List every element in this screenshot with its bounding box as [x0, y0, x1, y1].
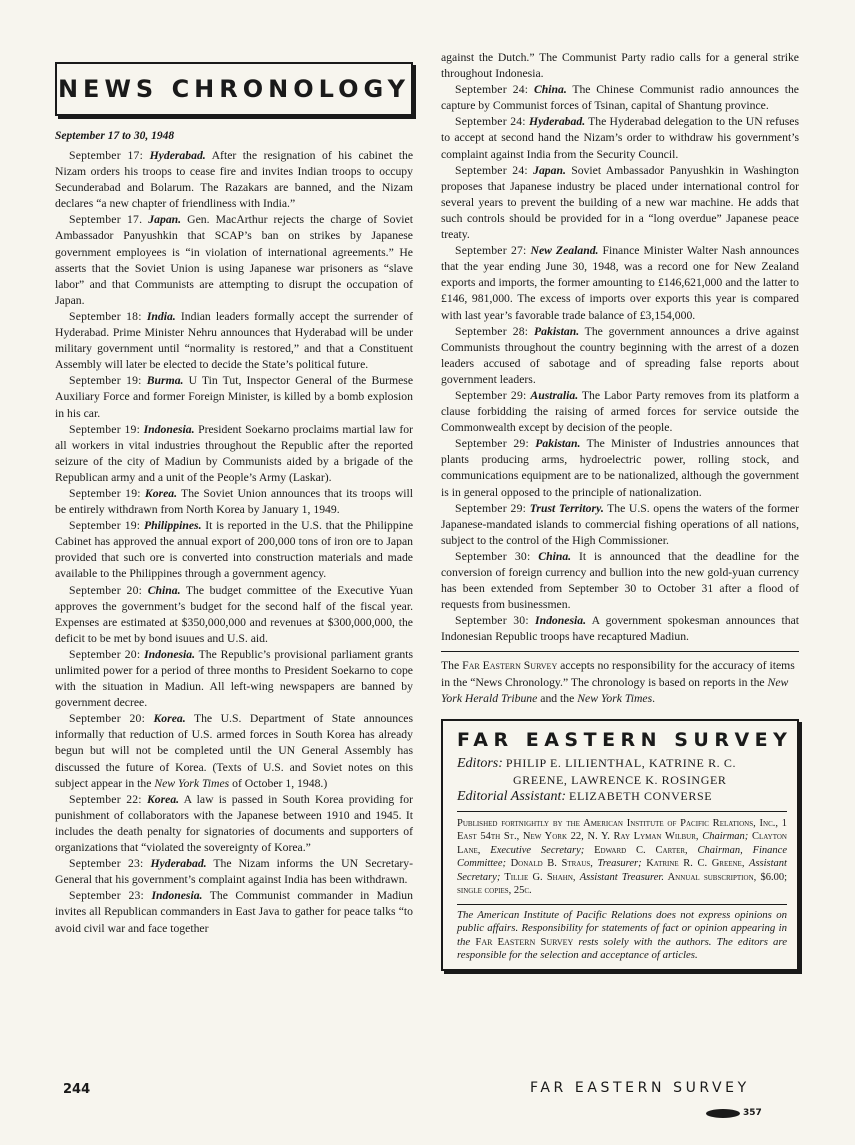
- left-entries: [55, 148, 413, 937]
- entry-place: Hyderabad.: [149, 149, 206, 162]
- entry-date: September 20:: [69, 583, 143, 597]
- entry-place: Philippines.: [144, 519, 202, 533]
- editorial-note: The American Institute of Pacific Relations does not express opinions on public affairs. Responsibility for statements of fact or opinion appearing in the Far Eastern Survey rests solely with the authors. The editors are responsible for the selection and acceptance of articles.: [457, 904, 787, 963]
- chronology-entry: [441, 163, 799, 243]
- entry-text: A government spokesman announces that Indonesian Republic troops have recaptured Madiun.: [441, 614, 800, 644]
- chronology-entry: [441, 436, 799, 500]
- chronology-entry: [55, 583, 413, 647]
- entry-source-title: New York Times: [154, 776, 230, 790]
- stamp-mark-icon: [706, 1109, 740, 1118]
- entry-place: Hyderabad.: [528, 115, 586, 129]
- continuation-text: against the Dutch.” The Communist Party radio calls for a general strike throughout Indonesia.: [441, 51, 799, 81]
- entry-place: Korea.: [146, 792, 180, 806]
- entry-place: Indonesia.: [144, 647, 196, 661]
- chronology-entry: [55, 148, 413, 212]
- entry-date: September 19:: [69, 374, 142, 388]
- chronology-entry: [441, 549, 799, 613]
- entry-date: September 29:: [455, 501, 527, 515]
- right-column: [441, 50, 799, 971]
- entry-text: It is reported in the U.S. that the Philippine Cabinet has approved the annual export of 200,000 tons of iron ore to Japan provided that such ore is converted into construction materials and made available to the Philippines through a government agency.: [55, 519, 414, 581]
- chronology-entry: [55, 373, 413, 421]
- running-title: FAR EASTERN SURVEY: [530, 1080, 750, 1096]
- entry-text: The Nizam informs the UN Secretary-General that his government’s complaint against India has been withdrawn.: [55, 857, 414, 887]
- entry-text: The Communist commander in Madiun invites all Republican commanders in East Java to gather for peace talks “to avoid civil war and face together: [55, 889, 413, 935]
- entry-text-after: of October 1, 1948.): [229, 776, 328, 790]
- right-entries: [441, 82, 799, 645]
- stamp-number: 357: [743, 1108, 762, 1118]
- entry-place: Indonesia.: [151, 889, 203, 903]
- entry-place: Korea.: [144, 486, 178, 500]
- entry-text: The U.S. Department of State announces informally that reduction of U.S. armed forces in South Korea has already begun but will not be completed until the UN General Assembly has discussed the future of Korea. (Texts of U.S. and Soviet notes on this subject appear in the: [55, 712, 413, 790]
- entry-text: The government announces a drive against Communists throughout the country beginning with the arrest of a dozen leaders accused of sabotage and of spreading false reports about government leaders.: [441, 324, 800, 386]
- editors: Editors: PHILIP E. LILIENTHAL, KATRINE R. C. GREENE, LAWRENCE K. ROSINGER Editorial Assistant: ELIZABETH CONVERSE: [457, 755, 737, 804]
- chronology-entry: [55, 309, 413, 373]
- entry-date: September 24:: [455, 83, 529, 97]
- chronology-entry: [441, 613, 799, 645]
- chronology-entry: [55, 422, 413, 486]
- publication-info: Published fortnightly by the American Institute of Pacific Relations, Inc., 1 East 54th St., New York 22, N. Y. Ray Lyman Wilbur, Chairman; Clayton Lane, Executive Secretary; Edward C. Carter, Chairman, Finance Committee; Donald B. Straus, Treasurer; Katrine R. C. Greene, Assistant Secretary; Tillie G. Shahn, Assistant Treasurer. Annual subscription, $6.00; single copies, 25c.: [457, 811, 787, 898]
- entry-place: Australia.: [530, 388, 579, 402]
- chronology-entry: [55, 888, 413, 936]
- entry-place: China.: [538, 549, 572, 563]
- entry-date: September 17.: [69, 213, 143, 227]
- chronology-entry: [55, 856, 413, 888]
- entry-text: The budget committee of the Executive Yuan approves the government’s budget for the second half of the fiscal year. Expenses are estimated at $350,000,000 and revenues at $300,000,000, the deficit to be met by bond isuues and U.S. aid.: [55, 583, 414, 645]
- entry-place: China.: [147, 583, 181, 597]
- entry-place: Indonesia.: [535, 614, 587, 628]
- chronology-entry: [55, 792, 413, 856]
- page-number: 244: [63, 1082, 91, 1097]
- entry-date: September 22:: [69, 792, 142, 806]
- chronology-entry: [55, 518, 413, 582]
- entry-place: Indonesia.: [143, 422, 195, 436]
- entry-date: September 24:: [455, 115, 526, 129]
- disclaimer: The Far Eastern Survey accepts no responsibility for the accuracy of items in the “News Chronology.” The chronology is based on reports in the New York Herald Tribune and the New York Times.: [441, 651, 799, 706]
- entry-date: September 23:: [69, 857, 144, 871]
- entry-place: New Zealand.: [530, 244, 599, 258]
- entry-place: Japan.: [533, 163, 566, 177]
- chronology-entry: [55, 212, 413, 309]
- left-column: [55, 50, 413, 937]
- entry-text: U Tin Tut, Inspector General of the Burmese Auxiliary Force and former Foreign Minister, is killed by a bomb explosion in his car.: [55, 374, 414, 420]
- entry-text: The Minister of Industries announces that plants producing arms, hydroelectric power, rolling stock, and communications equipment are to be nationalized, although the government is in general opposed to the principle of nationalization.: [441, 437, 800, 499]
- entry-text: The Labor Party removes from its platform a clause forbidding the raising of armed forces for service outside the Commonwealth except by decision of the people.: [441, 388, 800, 435]
- entry-date: September 28:: [455, 324, 529, 338]
- entry-place: Pakistan.: [535, 437, 581, 451]
- entry-place: Burma.: [146, 374, 184, 388]
- entry-text: Gen. MacArthur rejects the charge of Soviet Ambassador Panyushkin that SCAP’s ban on strikes by Japanese government employees is “in violation of international agreements.” He asserts that the Soviet Union is using Japanese war prisoners as “slave labor” and that Communists are attempting to disrupt the occupation of Japan.: [55, 213, 413, 307]
- page-title: NEWS CHRONOLOGY: [55, 62, 413, 116]
- entry-date: September 29:: [455, 437, 529, 451]
- entry-date: September 27:: [455, 244, 527, 258]
- entry-place: Japan.: [148, 213, 182, 227]
- date-range: September 17 to 30, 1948: [55, 130, 175, 142]
- entry-text: President Soekarno proclaims martial law for all workers in vital industries throughout the Republic after the reported seizure of the city of Madiun by Communists aided by a brigade of the Republican army and a unit of the People’s Army (Laskar).: [55, 422, 414, 484]
- entry-text: The Hyderabad delegation to the UN refuses to accept at second hand the Nizam’s order to withdraw his government’s complaint against India from the Security Council.: [441, 115, 800, 161]
- chronology-entry: [441, 114, 799, 162]
- entry-text: It is announced that the deadline for the conversion of foreign currency and bullion into the new gold-yuan currency has been extended from September 30 to October 31 after a flood of requests from businessmen.: [441, 549, 800, 612]
- entry-date: September 24:: [455, 163, 528, 177]
- entry-place: Trust Territory.: [529, 501, 604, 515]
- entry-date: September 18:: [69, 309, 142, 323]
- entry-place: Korea.: [153, 712, 186, 726]
- entry-text: Finance Minister Walter Nash announces that the year ending June 30, 1948, was a record one for New Zealand exports and imports, the former amounting to £146,621,000 and the latter to £146, 981,000. The excess of imports over exports this year is compared with last year’s favorable trade balance of £3,154,000.: [441, 244, 800, 322]
- chronology-entry: [441, 82, 799, 114]
- entry-text: After the resignation of his cabinet the Nizam orders his troops to cease fire and invites Indian troops to occupy Secunderabad and Bolarum. The Razakars are banned, and the Nizam declares “a new chapter of friendliness with India.”: [55, 149, 414, 211]
- chronology-entry: [441, 243, 799, 323]
- chronology-entry: [441, 324, 799, 388]
- entry-date: September 20:: [69, 647, 141, 661]
- entry-date: September 29:: [455, 388, 527, 402]
- masthead-title: FAR EASTERN SURVEY: [457, 728, 793, 751]
- library-stamp: [706, 1106, 764, 1120]
- entry-date: September 23:: [69, 889, 144, 903]
- entry-date: September 19:: [69, 486, 141, 500]
- entry-date: September 17:: [69, 149, 144, 162]
- chronology-entry: [441, 388, 799, 436]
- entry-date: September 19:: [69, 519, 141, 533]
- entry-date: September 20:: [69, 712, 146, 726]
- chronology-entry: [55, 647, 413, 711]
- entry-place: China.: [533, 83, 567, 97]
- entry-text: A law is passed in South Korea providing for punishment of collaborators with the Japanese between 1910 and 1945. It includes the death penalty for signatories of documents and supporters of organizations that “violated the sovereignty of Korea.”: [55, 792, 413, 855]
- chronology-entry: [55, 486, 413, 518]
- masthead-box: [441, 719, 799, 971]
- entry-date: September 30:: [455, 549, 531, 563]
- chronology-entry: [441, 501, 799, 549]
- entry-place: India.: [146, 309, 176, 323]
- entry-date: September 19:: [69, 422, 141, 436]
- entry-place: Pakistan.: [534, 324, 580, 338]
- entry-text: Indian leaders formally accept the surrender of Hyderabad. Prime Minister Nehru announces that Hyderabad will be under military government until “normality is restored,” and that a Constituent Assembly will later be elected to decide the State’s political future.: [55, 309, 413, 372]
- entry-text: The Soviet Union announces that its troops will be entirely withdrawn from North Korea by January 1, 1949.: [55, 486, 413, 517]
- chronology-entry: [55, 711, 413, 791]
- entry-place: Hyderabad.: [150, 857, 207, 871]
- entry-date: September 30:: [455, 614, 529, 628]
- entry-text: Soviet Ambassador Panyushkin in Washington proposes that Japanese industry be placed under international control for several years to prevent the building of a new war machine. He adds that such controls should be provided for in a “long overdue” Japanese peace treaty.: [441, 163, 800, 242]
- entry-text: The Chinese Communist radio announces the capture by Communist forces of Tsinan, capital of Shantung province.: [441, 83, 799, 113]
- entry-text: The Republic’s provisional parliament grants unlimited power for a period of three months to President Soekarno to cope with the situation in Madiun. All left-wing newspapers are banned by government decree.: [55, 647, 414, 710]
- entry-text: The U.S. opens the waters of the former Japanese-mandated islands to commercial fishing operations of all nations, subject to the control of the High Commissioner.: [441, 501, 800, 547]
